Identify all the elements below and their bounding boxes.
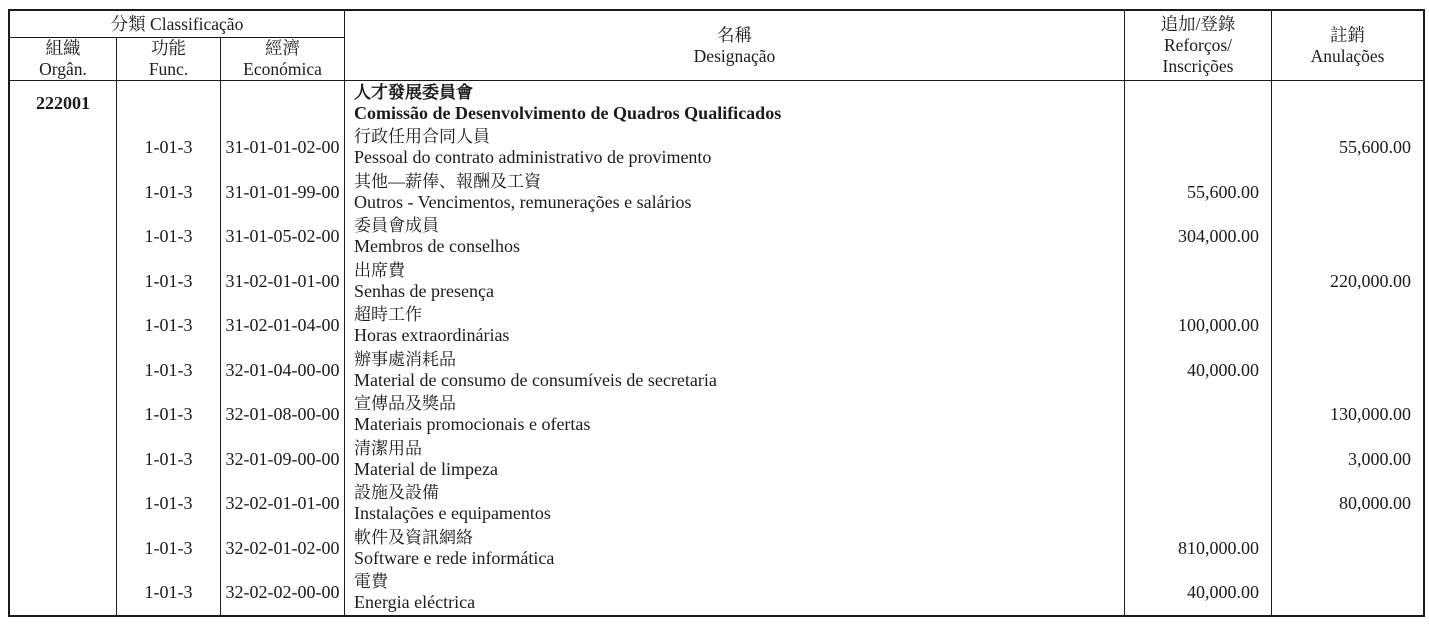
reforcos-cell (1125, 437, 1272, 482)
designacao-cell (345, 170, 1125, 215)
designacao-zh: 行政任用合同人員 (354, 127, 490, 147)
anulacoes-amount: 80,000.00 (1339, 493, 1411, 514)
anulacoes-amount: 130,000.00 (1330, 404, 1411, 425)
econ-code: 32-01-08-00-00 (225, 404, 340, 425)
designacao-cell (345, 571, 1125, 616)
designacao-zh: 人才發展委員會 (354, 82, 473, 102)
header-designacao (345, 11, 1125, 81)
header-econ-zh: 經濟 (265, 38, 300, 58)
header-anulacoes-pt: Anulações (1310, 45, 1385, 66)
header-func (117, 38, 221, 81)
anulacoes-cell (1272, 437, 1423, 482)
econ-code: 31-01-05-02-00 (225, 226, 340, 247)
table-row (10, 215, 1423, 260)
designacao-zh: 委員會成員 (354, 216, 439, 236)
table-row (10, 526, 1423, 571)
reforcos-cell (1125, 81, 1272, 126)
func-code-cell (117, 348, 221, 393)
header-reforcos-pt2: Inscrições (1162, 56, 1234, 76)
econ-code-cell (221, 81, 345, 126)
org-code-cell (10, 571, 117, 616)
reforcos-cell (1125, 126, 1272, 171)
func-code-cell (117, 126, 221, 171)
table-row (10, 259, 1423, 304)
designacao-zh: 超時工作 (354, 305, 422, 325)
func-code: 1-01-3 (144, 315, 193, 336)
designacao-pt: Horas extraordinárias (354, 325, 510, 346)
table-row (10, 81, 1423, 126)
designacao-cell (345, 437, 1125, 482)
header-anulacoes (1272, 11, 1423, 81)
header-org (10, 38, 117, 81)
econ-code-cell (221, 170, 345, 215)
header-econ (221, 38, 345, 81)
anulacoes-cell (1272, 348, 1423, 393)
table-row (10, 304, 1423, 349)
designacao-pt: Instalações e equipamentos (354, 503, 551, 524)
econ-code-cell (221, 526, 345, 571)
reforcos-amount: 100,000.00 (1178, 315, 1259, 336)
reforcos-cell (1125, 526, 1272, 571)
budget-table (8, 9, 1425, 617)
reforcos-cell (1125, 215, 1272, 260)
table-row (10, 348, 1423, 393)
org-code-cell (10, 393, 117, 438)
designacao-zh: 其他—薪俸、報酬及工資 (354, 171, 541, 191)
func-code-cell (117, 571, 221, 616)
designacao-cell (345, 482, 1125, 527)
econ-code-cell (221, 348, 345, 393)
header-reforcos-zh: 追加/登錄 (1160, 14, 1236, 34)
reforcos-cell (1125, 571, 1272, 616)
designacao-cell (345, 126, 1125, 171)
econ-code: 31-01-01-99-00 (225, 181, 340, 202)
table-row (10, 571, 1423, 616)
econ-code-cell (221, 215, 345, 260)
org-code: 222001 (36, 92, 90, 113)
designacao-cell (345, 81, 1125, 126)
anulacoes-cell (1272, 259, 1423, 304)
header-designacao-pt: Designação (693, 45, 776, 66)
econ-code: 31-02-01-04-00 (225, 315, 340, 336)
reforcos-cell (1125, 170, 1272, 215)
reforcos-cell (1125, 393, 1272, 438)
func-code-cell (117, 393, 221, 438)
header-econ-pt: Económica (243, 59, 322, 79)
econ-code-cell (221, 482, 345, 527)
anulacoes-cell (1272, 170, 1423, 215)
func-code-cell (117, 304, 221, 349)
econ-code-cell (221, 571, 345, 616)
func-code: 1-01-3 (144, 582, 193, 603)
designacao-zh: 電費 (354, 572, 388, 592)
designacao-zh: 清潔用品 (354, 438, 422, 458)
designacao-zh: 設施及設備 (354, 483, 439, 503)
reforcos-cell (1125, 259, 1272, 304)
designacao-zh: 出席費 (354, 260, 405, 280)
anulacoes-cell (1272, 81, 1423, 126)
designacao-cell (345, 526, 1125, 571)
econ-code: 32-02-02-00-00 (225, 582, 340, 603)
header-reforcos-pt1: Reforços/ (1163, 35, 1233, 55)
anulacoes-amount: 220,000.00 (1330, 270, 1411, 291)
reforcos-amount: 40,000.00 (1187, 359, 1259, 380)
reforcos-amount: 55,600.00 (1187, 181, 1259, 202)
reforcos-cell (1125, 304, 1272, 349)
func-code-cell (117, 482, 221, 527)
anulacoes-cell (1272, 526, 1423, 571)
anulacoes-cell (1272, 571, 1423, 616)
org-code-cell (10, 304, 117, 349)
header-designacao-zh: 名稱 (717, 24, 752, 45)
header-func-pt: Func. (148, 59, 189, 79)
designacao-pt: Outros - Vencimentos, remunerações e salários (354, 191, 692, 212)
anulacoes-cell (1272, 393, 1423, 438)
anulacoes-cell (1272, 304, 1423, 349)
func-code-cell (117, 215, 221, 260)
econ-code-cell (221, 259, 345, 304)
reforcos-cell (1125, 482, 1272, 527)
designacao-cell (345, 393, 1125, 438)
anulacoes-amount: 55,600.00 (1339, 137, 1411, 158)
designacao-cell (345, 215, 1125, 260)
econ-code: 32-01-09-00-00 (225, 448, 340, 469)
header-org-zh: 組織 (45, 38, 81, 58)
func-code-cell (117, 437, 221, 482)
org-code-cell (10, 526, 117, 571)
org-code-cell (10, 259, 117, 304)
func-code-cell (117, 81, 221, 126)
table-row (10, 170, 1423, 215)
anulacoes-cell (1272, 126, 1423, 171)
org-code-cell (10, 482, 117, 527)
func-code: 1-01-3 (144, 537, 193, 558)
econ-code-cell (221, 126, 345, 171)
func-code-cell (117, 259, 221, 304)
designacao-pt: Pessoal do contrato administrativo de provimento (354, 147, 712, 168)
func-code: 1-01-3 (144, 493, 193, 514)
func-code: 1-01-3 (144, 270, 193, 291)
anulacoes-amount: 3,000.00 (1348, 448, 1411, 469)
org-code-cell (10, 437, 117, 482)
func-code: 1-01-3 (144, 226, 193, 247)
designacao-pt: Material de consumo de consumíveis de secretaria (354, 369, 717, 390)
anulacoes-cell (1272, 215, 1423, 260)
org-code-cell (10, 348, 117, 393)
econ-code-cell (221, 393, 345, 438)
econ-code-cell (221, 304, 345, 349)
func-code: 1-01-3 (144, 404, 193, 425)
designacao-cell (345, 304, 1125, 349)
table-row (10, 393, 1423, 438)
designacao-pt: Material de limpeza (354, 458, 498, 479)
designacao-zh: 軟件及資訊網絡 (354, 527, 473, 547)
reforcos-cell (1125, 348, 1272, 393)
func-code: 1-01-3 (144, 137, 193, 158)
econ-code-cell (221, 437, 345, 482)
func-code-cell (117, 526, 221, 571)
header-classificacao (10, 11, 345, 38)
header-anulacoes-zh: 註銷 (1330, 24, 1365, 45)
designacao-cell (345, 348, 1125, 393)
func-code: 1-01-3 (144, 359, 193, 380)
org-code-cell (10, 215, 117, 260)
header-classificacao-label: 分類 Classificação (110, 13, 244, 34)
func-code: 1-01-3 (144, 448, 193, 469)
org-code-cell (10, 170, 117, 215)
org-code-cell (10, 126, 117, 171)
header-reforcos (1125, 11, 1272, 81)
reforcos-amount: 810,000.00 (1178, 537, 1259, 558)
designacao-zh: 宣傳品及獎品 (354, 394, 456, 414)
designacao-pt: Senhas de presença (354, 280, 494, 301)
org-code-cell (10, 81, 117, 126)
econ-code: 31-01-01-02-00 (225, 137, 340, 158)
designacao-pt: Software e rede informática (354, 547, 555, 568)
designacao-cell (345, 259, 1125, 304)
econ-code: 31-02-01-01-00 (225, 270, 340, 291)
designacao-pt: Membros de conselhos (354, 236, 520, 257)
header-org-pt: Orgân. (39, 59, 87, 79)
table-row (10, 126, 1423, 171)
header-func-zh: 功能 (151, 38, 186, 58)
econ-code: 32-01-04-00-00 (225, 359, 340, 380)
func-code: 1-01-3 (144, 181, 193, 202)
table-row (10, 437, 1423, 482)
table-row (10, 482, 1423, 527)
table-body (10, 81, 1423, 615)
reforcos-amount: 40,000.00 (1187, 582, 1259, 603)
table-header (10, 11, 1423, 81)
econ-code: 32-02-01-01-00 (225, 493, 340, 514)
designacao-pt: Materiais promocionais e ofertas (354, 414, 591, 435)
reforcos-amount: 304,000.00 (1178, 226, 1259, 247)
designacao-zh: 辦事處消耗品 (354, 349, 456, 369)
designacao-pt: Energia eléctrica (354, 592, 476, 613)
anulacoes-cell (1272, 482, 1423, 527)
econ-code: 32-02-01-02-00 (225, 537, 340, 558)
func-code-cell (117, 170, 221, 215)
designacao-pt: Comissão de Desenvolvimento de Quadros Qualificados (354, 102, 782, 123)
